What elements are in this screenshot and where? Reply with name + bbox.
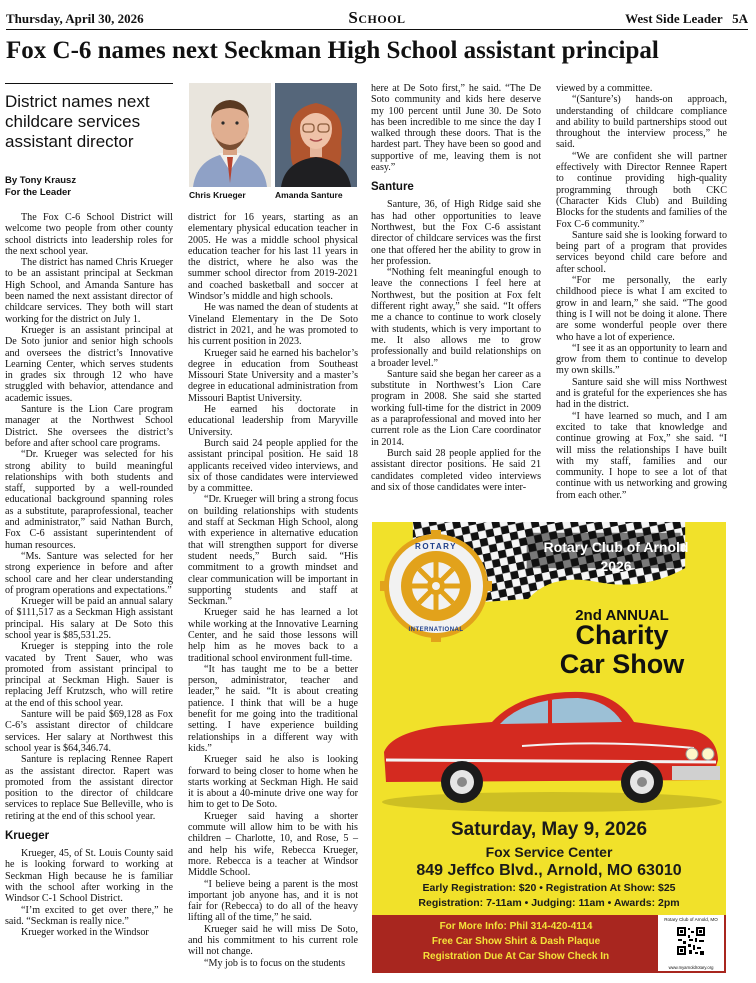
article-column-4 — [556, 83, 727, 501]
page-header — [6, 8, 748, 30]
paragraph: “Nothing felt meaningful enough to leave the connections I feel here at Northwest, but the position at Fox felt different right away,” she said. “It offers me a chance to continue to work closely with students, which is very important to me. It also allows me to grow professionally and build relationships on a broader level.” — [371, 267, 541, 369]
ad-schedule: Registration: 7-11am • Judging: 11am • Awards: 2pm — [418, 897, 680, 909]
paragraph: Santure said she will miss Northwest and is grateful for the experiences she has had in the district. — [556, 376, 727, 411]
paragraph: “For me personally, the early childhood piece is what I am excited to grow in and learn,” she said. “The good thing is I will not be doing it alone. There are some wonderful people over there who have a lot of experience. — [556, 275, 727, 343]
paragraph: here at De Soto first,” he said. “The De Soto community and kids here deserve my 100 percent until June 30. De Soto has been incredible to me since the day I walked through these doors. That is the hardest part. They have been so good and supportive of me, leaving them is not easy.” — [371, 83, 541, 174]
article-column-2 — [188, 212, 358, 969]
ad-event-date: Saturday, May 9, 2026 — [450, 819, 648, 840]
paragraph: He earned his doctorate in educational leadership from Maryville University. — [188, 404, 358, 438]
car-show-advertisement[interactable] — [372, 522, 726, 973]
paragraph: “(Santure’s) hands-on approach, understanding of childcare compliance and ability to build partnerships stood out throughout the interview process,” he said. — [556, 94, 727, 151]
paragraph: “My job is to focus on the students — [204, 957, 346, 969]
paper-name-page: West Side Leader 5A — [625, 11, 748, 26]
paragraph: Krueger said he also is looking forward to being closer to home when he starts working at Seckman High. He said it is about a 40-minute drive one way for him to get to De Soto. — [188, 754, 358, 811]
paragraph: viewed by a committee. — [556, 83, 653, 94]
rotary-logo-bottom-text: INTERNATIONAL — [408, 627, 464, 633]
paragraph: “I’m excited to get over there,” he said. “Seckman is really nice.” — [5, 904, 173, 927]
paragraph: “I believe being a parent is the most important job anyone has, and it is not fair for (Rebecca) to do all of the heavy lifting all of the time,” he said. — [188, 878, 358, 924]
club-year-text: 2026 — [600, 558, 632, 574]
krueger-photo — [189, 83, 271, 187]
qr-code-icon — [676, 926, 706, 956]
paragraph: “We are confident she will partner effectively with Director Rennee Rapert to continue providing high-quality programming through both CKC (Character Kids Club) and Building Blocks for the students and families of the Fox C-6 community.” — [556, 150, 727, 230]
ad-annual-label: 2nd ANNUAL — [575, 607, 669, 624]
paragraph: district for 16 years, starting as an elementary physical education teacher in 2005. He was a middle school physical education teacher for his last 11 years in the district, where he also was the summer school director from 2019-2021 and coached basketball and soccer at Windsor’s middle and high schools. — [188, 212, 358, 303]
paragraph: “Ms. Santure was selected for her strong experience in before and after school care and her clear understanding of program operations and expectations.” — [5, 550, 173, 596]
santure-photo — [275, 83, 357, 187]
headline: Fox C-6 names next Seckman High School assistant principal — [6, 37, 659, 64]
paragraph: “I see it as an opportunity to learn and grow from them to continue to develop my own skills.” — [556, 342, 727, 377]
article-column-3 — [371, 83, 541, 493]
paragraph: Krueger said he has learned a lot while working at the Innovative Learning Center, and he said those lessons will help him as he moves back to a traditional school environment full-time. — [188, 607, 358, 664]
paragraph: Krueger worked in the Windsor — [21, 927, 149, 939]
byline-name: By Tony Krausz — [5, 175, 77, 186]
paragraph: The Fox C-6 School District will welcome two people from other county school districts into leadership roles for the next school year. — [5, 212, 173, 257]
paragraph: Santure is the Lion Care program manager at the Northwest School District. She oversees the district’s before and after school care programs. — [5, 404, 173, 449]
ad-registration-info: Registration Due At Car Show Check In — [422, 951, 610, 962]
rotary-wheel-icon — [380, 530, 492, 642]
paragraph: Burch said 28 people applied for the assistant director positions. He said 21 candidates completed video interviews and six of those candidates were inter- — [371, 447, 541, 493]
paragraph: “I have learned so much, and I am excited to take that knowledge and continue growing at Fox,” she said. “I will miss the relationships I have built with my staff, families and our community. I hope to see a lot of that continue with us networking and growing from each other.” — [556, 410, 727, 501]
paragraph: Krueger will be paid an annual salary of $111,517 as a Seckman High assistant principal. His salary at De Soto this school year is $85,531.25. — [5, 596, 173, 641]
article-column-1 — [5, 212, 173, 938]
paragraph: “Dr. Krueger will bring a strong focus on building relationships with students and staff at Seckman High School, along with experience in alternative education that will strengthen support for diverse student needs,” Burch said. “His commitment to a growth mindset and clear communication will be important in supporting students and staff at Seckman.” — [188, 494, 358, 608]
krueger-portrait-illustration — [189, 83, 271, 187]
paragraph: He was named the dean of students at Vineland Elementary in the De Soto district in 2021, and he was promoted to his current position in 2023. — [188, 302, 358, 348]
santure-subheading: Santure — [371, 181, 414, 194]
paragraph: Santure said she began her career as a substitute in Northwest’s Lion Care program in 2008. She said she started working full-time for the district in 2009 as a paraprofessional and moved into her current role as the Lion Care coordinator in 2014. — [371, 368, 541, 448]
ad-fees: Early Registration: $20 • Registration At Show: $25 — [422, 882, 676, 894]
byline-affiliation: For the Leader — [5, 187, 71, 198]
paragraph: Santure, 36, of High Ridge said she has had other opportunities to leave Northwest, but the Fox C-6 assistant director of childcare services was the first one that offered her the ability to grow in her profession. — [371, 199, 541, 267]
ad-title-line-1: Charity — [575, 620, 669, 650]
paragraph: Krueger said he earned his bachelor’s degree in education from Southeast Missouri State University and a master’s degree in educational administration from Missouri Baptist University. — [188, 347, 358, 404]
deck-rule — [5, 83, 173, 84]
ad-title-line-2: Car Show — [559, 649, 685, 679]
paragraph: Krueger said he will miss De Soto, and his commitment to his current role will not change. — [188, 923, 358, 958]
ad-club-name — [512, 538, 720, 576]
paragraph: Krueger is stepping into the role vacated by Trent Sauer, who was promoted from assistant principal to principal at Seckman High. Sauer is replacing Jeff Krutzsch, who will retire at the end of this school year. — [5, 641, 173, 709]
rotary-logo-top-text: ROTARY — [415, 542, 457, 551]
paragraph: Krueger is an assistant principal at De Soto junior and senior high schools and oversees the district’s Innovative Learning Center, which serves students in grades six through 12 who have struggled with behavior, attendance and academic issues. — [5, 324, 173, 404]
ad-address: 849 Jeffco Blvd., Arnold, MO 63010 — [416, 862, 682, 879]
byline — [5, 175, 173, 199]
issue-date: Thursday, April 30, 2026 — [6, 11, 144, 26]
club-name-text: Rotary Club of Arnold — [543, 539, 689, 555]
santure-portrait-illustration — [275, 83, 357, 187]
qr-code-panel[interactable] — [658, 915, 724, 971]
ad-event-title — [522, 621, 722, 679]
qr-url: www.myarnoldrotary.org — [668, 965, 714, 970]
paragraph: Santure said she is looking forward to being part of a program that provides services beyond child care before and after school. — [556, 229, 727, 275]
paragraph: The district has named Chris Krueger to be an assistant principal at Seckman High School, and Amanda Santure has been named the next assistant director of childcare services. They both will start working for the district on July 1. — [5, 257, 173, 325]
paragraph: Santure will be paid $69,128 as Fox C-6’s assistant director of childcare services. Her salary at Northwest this school year is $64,346.74. — [5, 709, 173, 754]
paragraph: “It has taught me to be a better person, administrator, teacher and leader,” he said. “It is about creating patience. I think that will be a huge benefit for me going into the traditional setting. I have experience building relationships in a different way with kids.” — [188, 663, 358, 754]
paragraph: Santure is replacing Rennee Rapert as the assistant director. Rapert was promoted from the assistant director position to the director of childcare services to replace Sue Belleville, who is retiring at the end of this school year. — [5, 754, 173, 822]
paragraph: Burch said 24 people applied for the assistant principal position. He said 18 applicants received video interviews, and six of those candidates were interviewed by a committee. — [188, 437, 358, 495]
krueger-subheading: Krueger — [5, 830, 50, 843]
qr-label: Rotary Club of Arnold, MO — [664, 917, 718, 922]
paragraph: Krueger said having a shorter commute will allow him to be with his children – Charlotte, 10, and Rose, 5 – and help his wife, Rebecca Krueger, more. Rebecca is a teacher at Windsor Middle School. — [188, 810, 358, 879]
classic-car-illustration — [372, 682, 726, 822]
paragraph: Krueger, 45, of St. Louis County said he is looking forward to working at Seckman High because he is familiar with the school after working in the Windsor C-1 School District. — [5, 848, 173, 905]
krueger-caption: Chris Krueger — [189, 190, 246, 200]
deck-subhead: District names next childcare services assistant director — [5, 92, 150, 151]
santure-caption: Amanda Santure — [275, 190, 343, 200]
ad-contact-info: For More Info: Phil 314-420-4114 — [439, 921, 593, 932]
section-name: School — [348, 8, 406, 27]
ad-perk-info: Free Car Show Shirt & Dash Plaque — [431, 936, 601, 947]
ad-venue: Fox Service Center — [485, 844, 613, 860]
paragraph: “Dr. Krueger was selected for his strong ability to build meaningful relationships with both students and staff, supported by a well-rounded educational background spanning roles as a substitute, paraprofessional, teacher and administrator,” said Nathan Burch, Fox C-6 assistant superintendent of human resources. — [5, 449, 173, 551]
